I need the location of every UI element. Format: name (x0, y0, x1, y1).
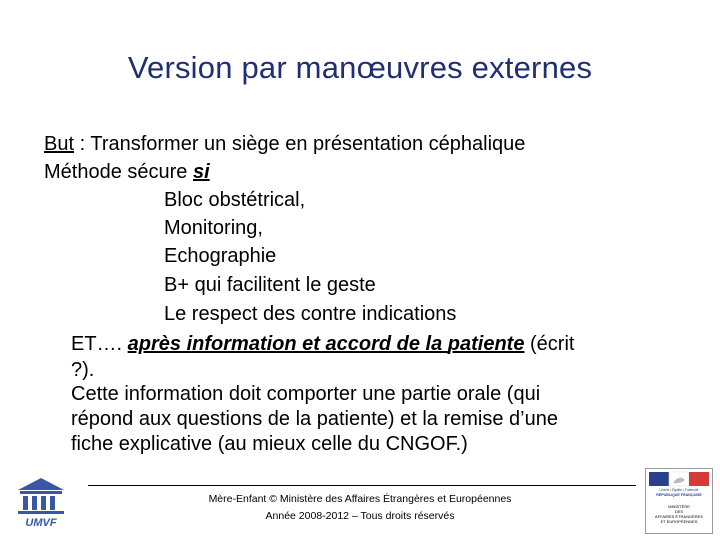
footer-copyright: Mère-Enfant © Ministère des Affaires Étrangères et Européennes (208, 493, 512, 505)
condition-item: Monitoring, (164, 217, 263, 239)
umvf-text: UMVF (25, 517, 57, 528)
info-line: Cette information doit comporter une partie orale (qui (71, 383, 541, 405)
ministry-motto: Liberté • Égalité • Fraternité (659, 488, 699, 492)
ministry-republic: RÉPUBLIQUE FRANÇAISE (656, 493, 702, 497)
et-emphasis: après information et accord de la (127, 333, 448, 355)
info-line: répond aux questions de la patiente) et la remise d’une (71, 408, 558, 430)
footer-divider (88, 485, 636, 486)
et-suffix: (écrit (524, 333, 575, 355)
condition-item: Le respect des contre indications (164, 303, 457, 325)
ministry-line: DES (674, 509, 684, 514)
ministry-line: AFFAIRES ÉTRANGÈRES (654, 514, 704, 519)
umvf-logo (14, 476, 68, 528)
but-text: : Transformer un siège en présentation céphalique (74, 133, 526, 155)
methode-text: Méthode sécure (44, 161, 193, 183)
but-label: But (44, 133, 75, 155)
et-prefix: ET…. (71, 333, 128, 355)
methode-line (44, 158, 210, 186)
but-line (44, 130, 525, 158)
condition-item: B+ qui facilitent le geste (164, 274, 376, 296)
ministry-line: MINISTÈRE (668, 504, 690, 509)
et-emphasis-patiente: patiente (447, 333, 525, 355)
methode-si: si (192, 161, 210, 183)
footer-rights: Année 2008-2012 – Tous droits réservés (265, 510, 455, 522)
et-continuation: ?). (71, 359, 95, 381)
ministry-line: ET EUROPÉENNES (660, 519, 698, 524)
condition-item: Echographie (164, 245, 277, 267)
ministry-logo (645, 468, 713, 534)
et-line (71, 330, 574, 358)
slide-title: Version par manœuvres externes (127, 50, 593, 85)
condition-item: Bloc obstétrical, (164, 189, 306, 211)
info-line: fiche explicative (au mieux celle du CNGOF.) (71, 433, 468, 455)
